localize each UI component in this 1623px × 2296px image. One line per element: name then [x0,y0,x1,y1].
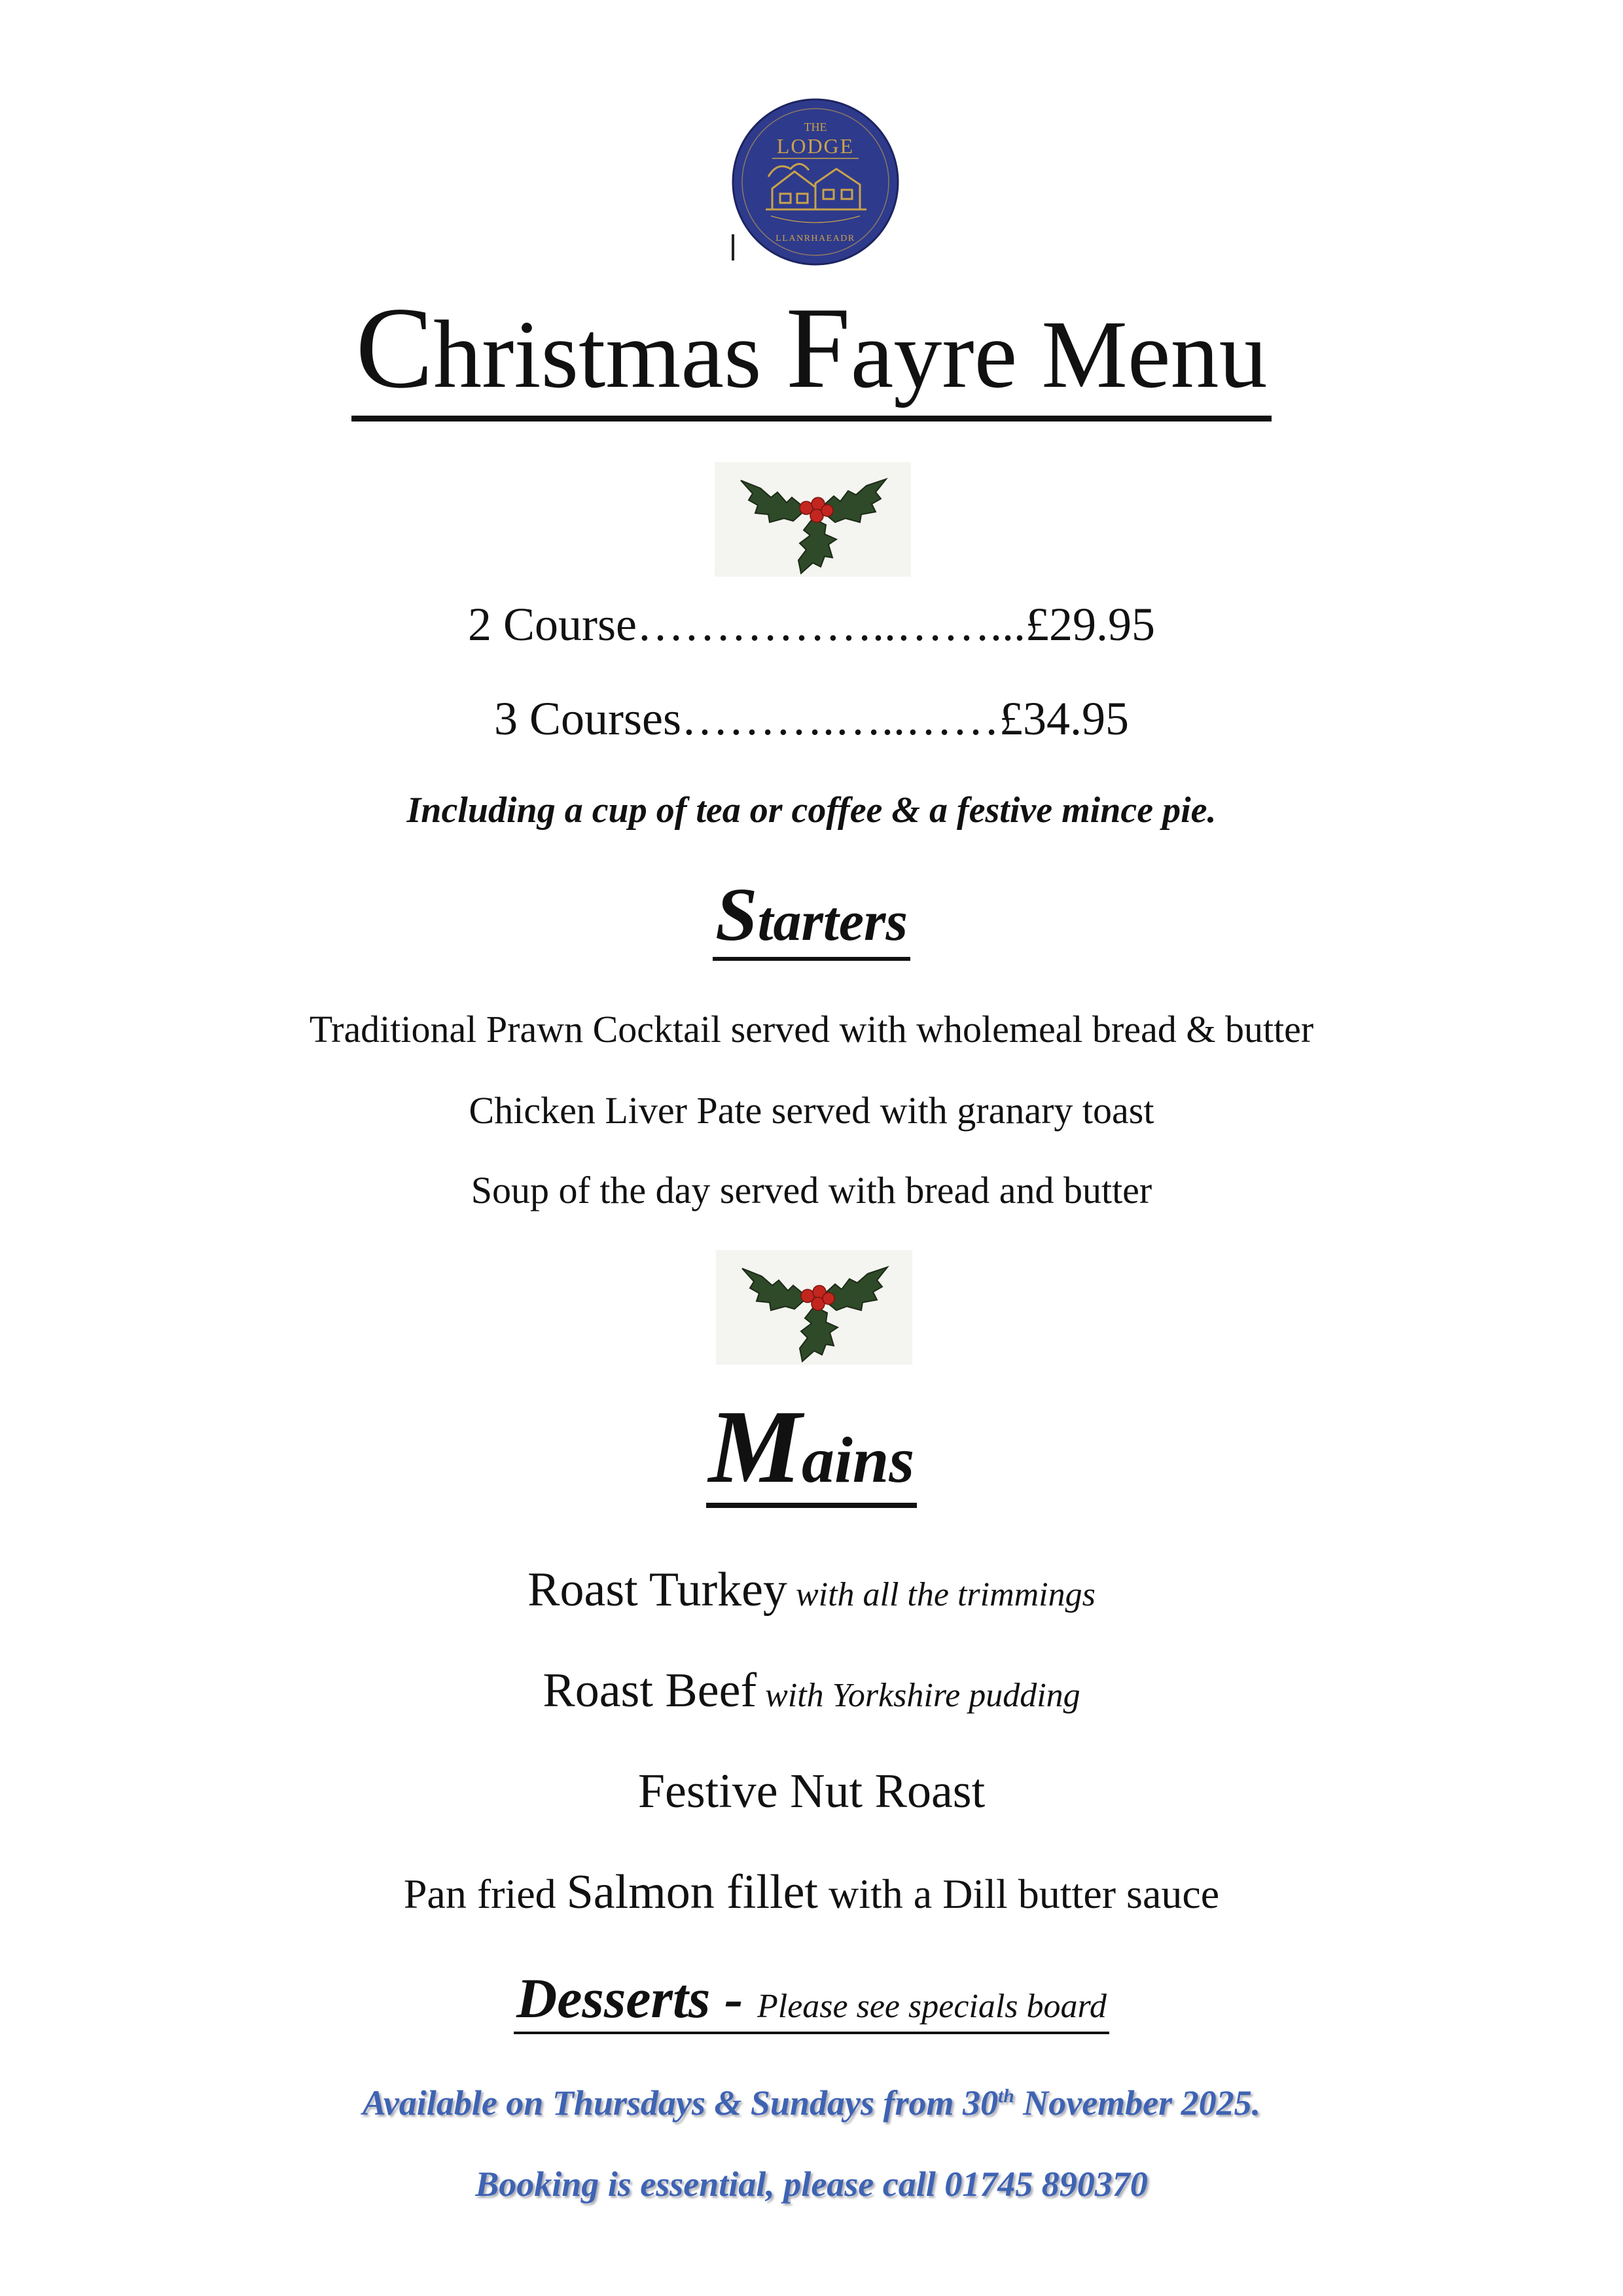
price-value: £29.95 [1025,598,1155,651]
main-item-name: Salmon fillet [566,1865,818,1919]
starters-heading: Starters [713,877,910,961]
mains-heading: Mains [706,1394,918,1508]
booking-note: Booking is essential, please call 01745 890370 [475,2164,1148,2204]
main-item-pre: Pan fried [403,1871,567,1917]
desserts-heading: Desserts - Please see specials board [514,1970,1109,2034]
main-item-post: with a Dill butter sauce [818,1871,1220,1917]
main-item-name: Roast Beef [543,1664,757,1717]
svg-text:THE: THE [804,120,827,134]
price-label: 2 Course [468,598,637,651]
main-item-beef [0,1666,1623,1715]
svg-text:LODGE: LODGE [776,134,855,158]
svg-text:LLANRHAEADR: LLANRHAEADR [776,234,855,243]
price-label: 3 Courses [494,692,681,745]
page-title: Christmas Fayre Menu [351,287,1271,422]
desserts-note: Please see specials board [757,1988,1107,2025]
holly-decoration [716,1250,912,1365]
lodge-logo [732,98,899,266]
main-item-salmon [0,1865,1623,1919]
price-dots: ……….…..…… [681,692,999,745]
starter-item: Chicken Liver Pate served with granary toast [469,1089,1154,1132]
price-three-course [0,692,1623,745]
text-cursor [732,234,734,260]
main-item-name: Festive Nut Roast [637,1765,986,1818]
main-item-nut-roast [0,1767,1623,1816]
starter-item: Soup of the day served with bread and butter [471,1169,1152,1211]
main-item-desc: with all the trimmings [787,1576,1096,1613]
holly-decoration [715,462,911,577]
price-dots: ……………..……... [636,598,1026,651]
desserts-container [0,1967,1623,2034]
main-item-desc: with Yorkshire pudding [757,1677,1080,1714]
main-item-turkey [0,1563,1623,1617]
price-two-course [0,598,1623,651]
title-container [0,283,1623,422]
main-item-name: Roast Turkey [527,1563,787,1617]
starters-heading-container [0,873,1623,961]
price-value: £34.95 [999,692,1129,745]
availability-note: Available on Thursdays & Sundays from 30th November 2025. [362,2083,1261,2123]
starter-item: Traditional Prawn Cocktail served with wholemeal bread & butter [309,1008,1314,1050]
included-note: Including a cup of tea or coffee & a festive mince pie. [406,790,1217,831]
mains-heading-container [0,1388,1623,1508]
